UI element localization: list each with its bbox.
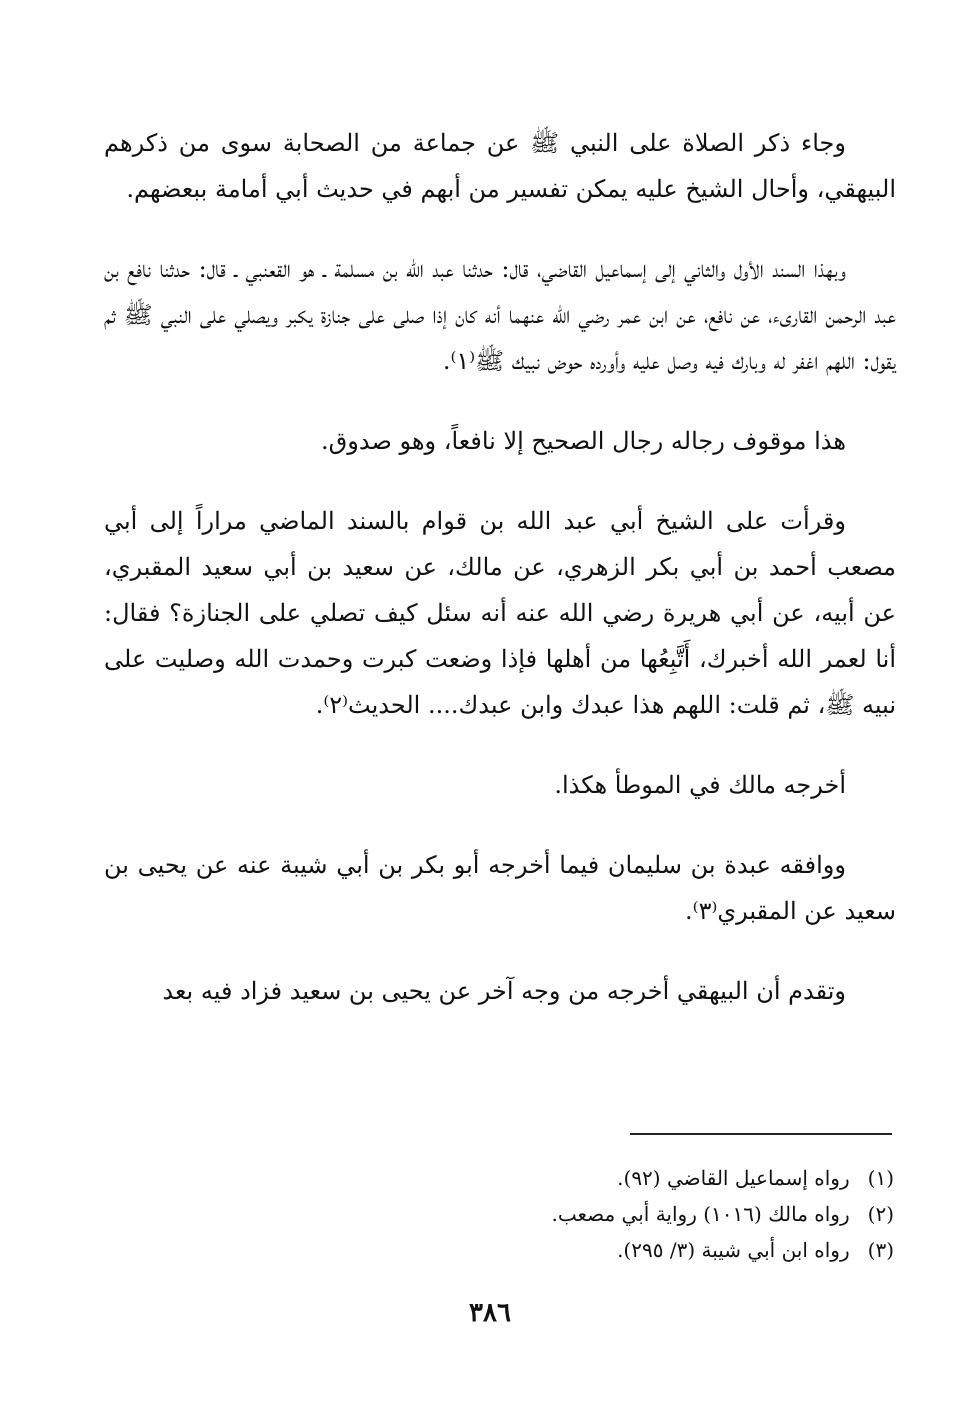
footnote-text: رواه إسماعيل القاضي (٩٢). [617,1166,850,1190]
footnote-text: رواه مالك (١٠١٦) رواية أبي مصعب. [551,1202,850,1226]
page-number: ٣٨٦ [469,1298,511,1328]
footnotes-section [104,1160,894,1268]
footnote-divider [630,1133,892,1135]
paragraph-4: وقرأت على الشيخ أبي عبد الله بن قوام بالسند الماضي مراراً إلى أبي مصعب أحمد بن أبي بكر الزهري، عن مالك، عن سعيد بن أبي سعيد المقبري، عن أبيه، عن أبي هريرة رضي الله عنه أنه سئل كيف تصلي على الجنازة؟ فقال: أنا لعمر الله أخبرك، أَتَّبِعُها من أهلها فإذا وضعت كبرت وحمدت الله وصليت على نبيه ﷺ، ثم قلت: اللهم هذا عبدك وابن عبدك.... الحديث⁽٢⁾. [104,507,897,719]
paragraph-5: أخرجه مالك في الموطأ هكذا. [554,771,846,799]
footnote-number: (٣) [867,1238,894,1262]
footnote-3 [104,1232,894,1268]
footnote-number: (١) [867,1166,894,1190]
paragraph-2: وبهذا السند الأول والثاني إلى إسماعيل القاضي، قال: حدثنا عبد الله بن مسلمة ـ هو القعنبي ـ قال: حدثنا نافع بن عبد الرحمن القارىء، عن نافع، عن ابن عمر رضي الله عنهما أنه كان إذا صلى على جنازة يكبر ويصلي على النبي ﷺ ثم يقول: اللهم اغفر له وبارك فيه وصل عليه وأورده حوض نبيك ﷺ⁽١⁾. [104,255,896,375]
paragraph-1: وجاء ذكر الصلاة على النبي ﷺ عن جماعة من الصحابة سوى من ذكرهم البيهقي، وأحال الشيخ عليه يمكن تفسير من أبهم في حديث أبي أمامة ببعضهم. [104,129,896,203]
paragraph-3: هذا موقوف رجاله رجال الصحيح إلا نافعاً، وهو صدوق. [321,427,846,455]
paragraph-6: ووافقه عبدة بن سليمان فيما أخرجه أبو بكر بن أبي شيبة عنه عن يحيى بن سعيد عن المقبري⁽٣⁾. [104,851,896,925]
footnote-2 [104,1196,894,1232]
footnote-1 [104,1160,894,1196]
footnote-text: رواه ابن أبي شيبة (٣/ ٢٩٥). [617,1238,850,1262]
footnote-number: (٢) [867,1202,894,1226]
main-text-body [104,120,896,1048]
paragraph-7: وتقدم أن البيهقي أخرجه من وجه آخر عن يحيى بن سعيد فزاد فيه بعد [162,977,846,1005]
